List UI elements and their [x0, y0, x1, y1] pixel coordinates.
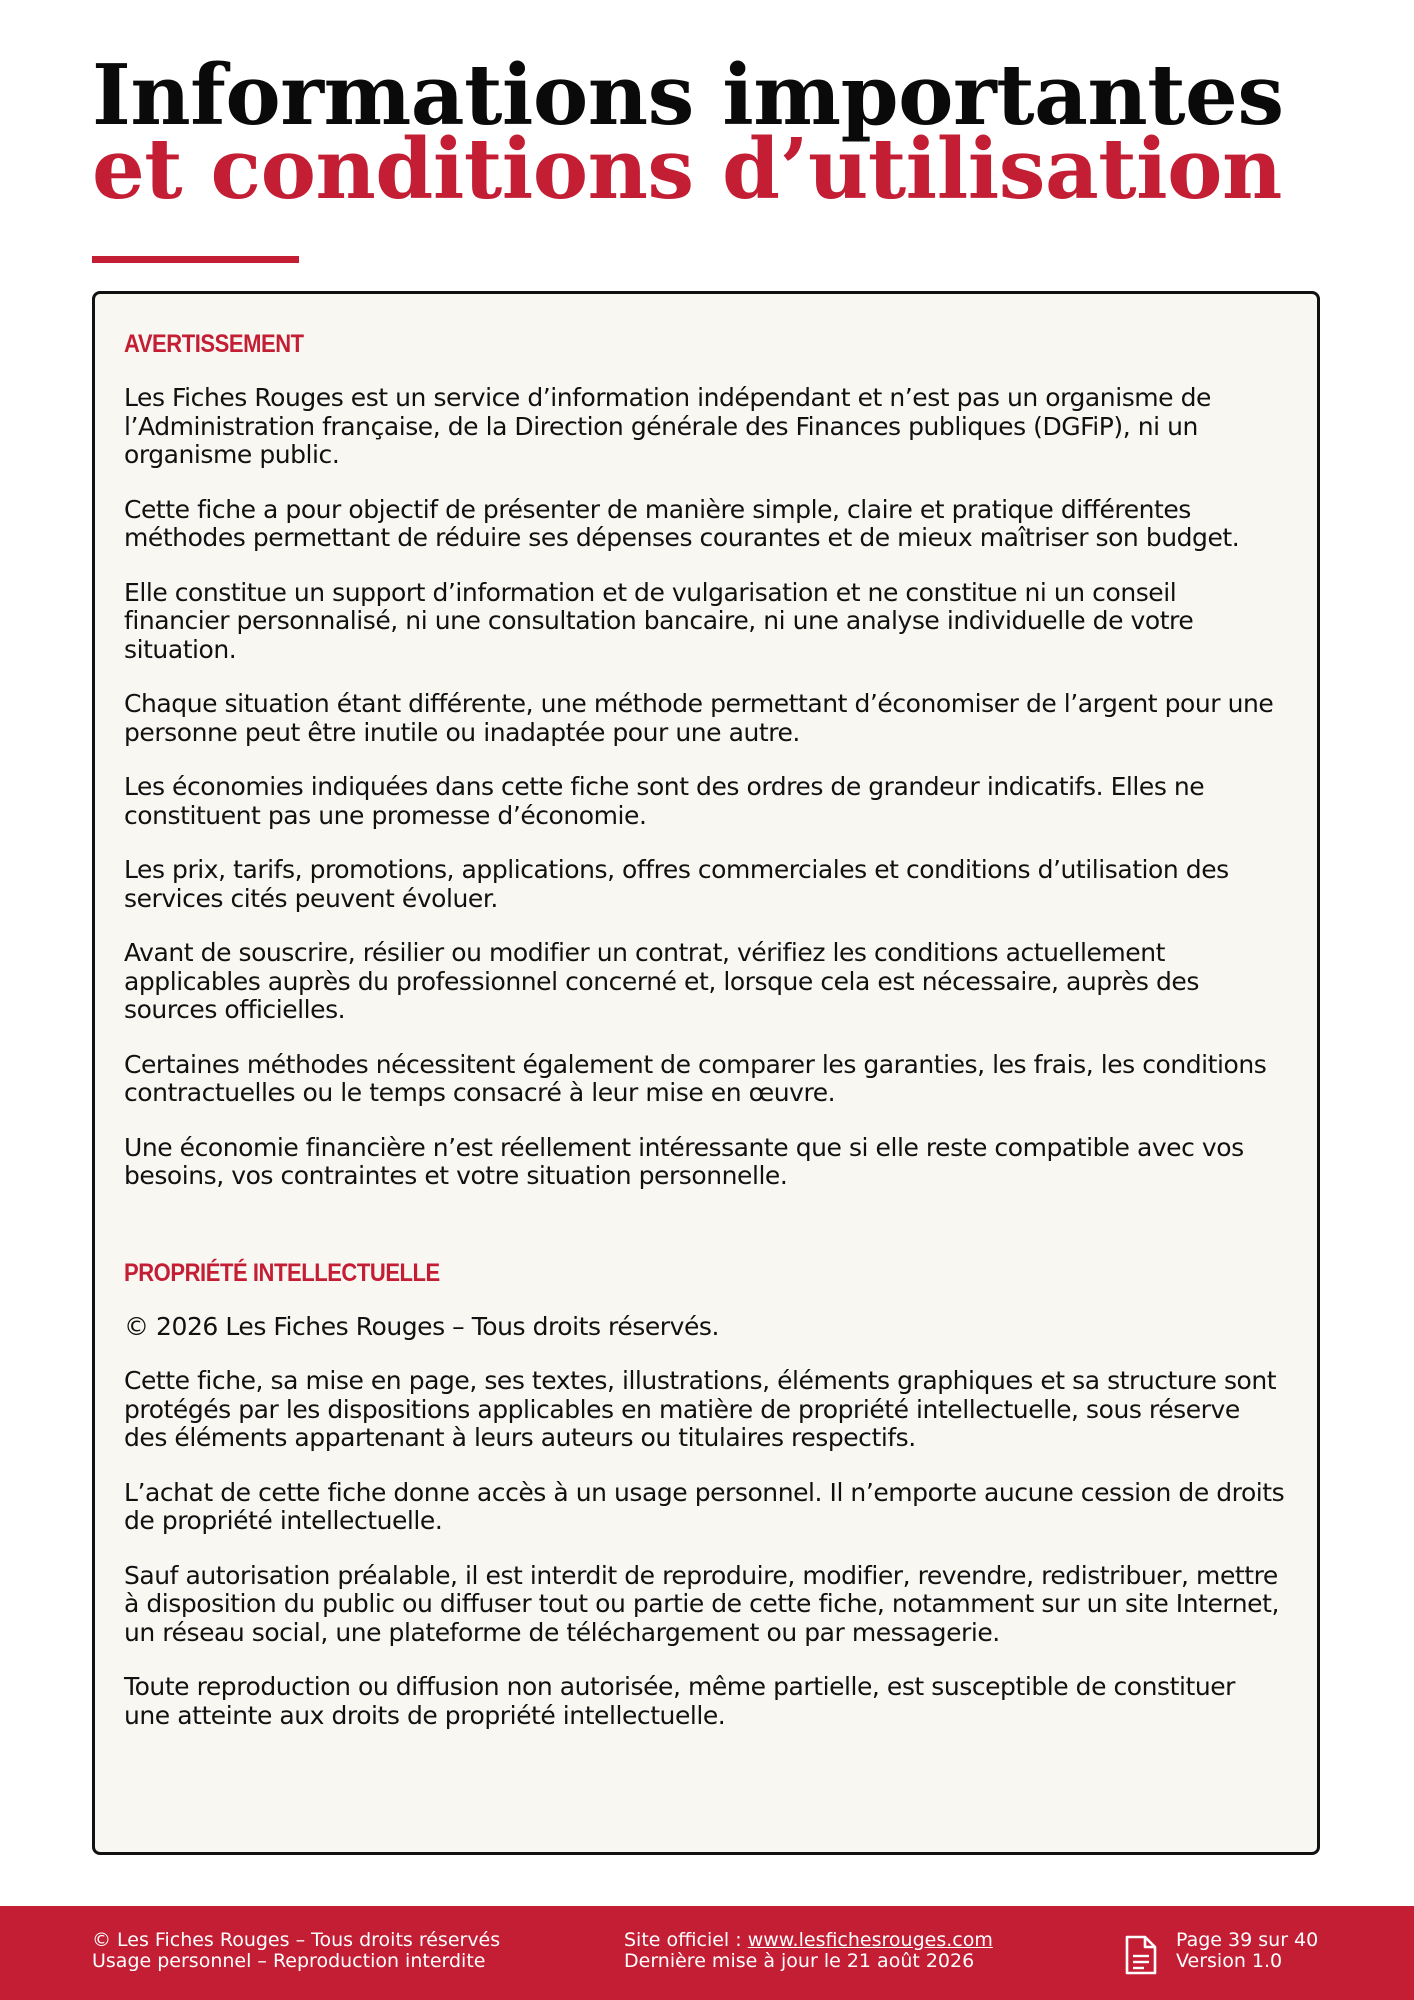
footer-version: Version 1.0 — [1176, 1950, 1283, 1972]
footer-usage: Usage personnel – Reproduction interdite — [92, 1950, 486, 1972]
footer-site-line — [624, 1930, 993, 1951]
warning-paragraph: Les Fiches Rouges est un service d’information indépendant et n’est pas un organisme de l’Administration française, de la Direction générale des Finances publiques (DGFiP), ni un organisme public. — [124, 383, 1211, 469]
footer-page-number: Page 39 sur 40 — [1176, 1929, 1319, 1951]
footer-updated: Dernière mise à jour le 21 août 2026 — [624, 1950, 975, 1972]
warning-paragraph: Chaque situation étant différente, une méthode permettant d’économiser de l’argent pour une personne peut être inutile ou inadaptée pour une autre. — [124, 689, 1274, 747]
footer-copyright: © Les Fiches Rouges – Tous droits réservés — [92, 1929, 501, 1951]
footer-site-link[interactable]: www.lesfichesrouges.com — [747, 1929, 993, 1951]
ip-paragraph: Toute reproduction ou diffusion non autorisée, même partielle, est susceptible de constituer une atteinte aux droits de propriété intellectuelle. — [124, 1672, 1235, 1730]
warning-paragraph: Elle constitue un support d’information et de vulgarisation et ne constitue ni un conseil financier personnalisé, ni une consultation bancaire, ni une analyse individuelle de votre situation. — [124, 577, 1194, 664]
page-title — [92, 46, 1284, 218]
warning-paragraph: Les économies indiquées dans cette fiche sont des ordres de grandeur indicatifs. Elles ne constituent pas une promesse d’économie. — [124, 772, 1205, 830]
warning-paragraph: Avant de souscrire, résilier ou modifier un contrat, vérifiez les conditions actuellement applicables auprès du professionnel concerné et, lorsque cela est nécessaire, auprès des sources officielles. — [124, 938, 1199, 1024]
ip-paragraph: L’achat de cette fiche donne accès à un usage personnel. Il n’emporte aucune cession de droits de propriété intellectuelle. — [124, 1477, 1285, 1535]
footer-legal — [92, 1930, 500, 1972]
document-icon — [1124, 1934, 1158, 1976]
warning-paragraph: Cette fiche a pour objectif de présenter de manière simple, claire et pratique différentes méthodes permettant de réduire ses dépenses courantes et de mieux maîtriser son budget. — [124, 494, 1240, 552]
warning-heading: AVERTISSEMENT — [124, 330, 304, 358]
ip-paragraph: Cette fiche, sa mise en page, ses textes, illustrations, éléments graphiques et sa structure sont protégés par les dispositions applicables en matière de propriété intellectuelle, sous réserve des éléments appartenant à leurs auteurs ou titulaires respectifs. — [124, 1366, 1277, 1452]
info-panel — [92, 291, 1320, 1855]
footer-page-info — [1176, 1930, 1318, 1972]
page-title-line1: Informations importantes — [92, 46, 1284, 144]
warning-paragraph: Une économie financière n’est réellement intéressante que si elle reste compatible avec vos besoins, vos contraintes et votre situation personnelle. — [124, 1132, 1244, 1190]
warning-paragraph: Certaines méthodes nécessitent également de comparer les garanties, les frais, les conditions contractuelles ou le temps consacré à leur mise en œuvre. — [124, 1049, 1267, 1107]
ip-paragraph: © 2026 Les Fiches Rouges – Tous droits réservés. — [124, 1311, 719, 1341]
footer-site-label: Site officiel : — [624, 1929, 748, 1951]
footer-site — [624, 1930, 993, 1972]
page-title-line2: et conditions d’utilisation — [92, 120, 1282, 218]
title-underline — [92, 256, 299, 263]
ip-heading: PROPRIÉTÉ INTELLECTUELLE — [124, 1258, 440, 1287]
warning-paragraph: Les prix, tarifs, promotions, applications, offres commerciales et conditions d’utilisation des services cités peuvent évoluer. — [124, 855, 1229, 913]
page-footer — [0, 1906, 1414, 2000]
ip-paragraph: Sauf autorisation préalable, il est interdit de reproduire, modifier, revendre, redistribuer, mettre à disposition du public ou diffuser tout ou partie de cette fiche, notamment sur un site Internet, un réseau social, une plateforme de téléchargement ou par messagerie. — [124, 1560, 1279, 1647]
